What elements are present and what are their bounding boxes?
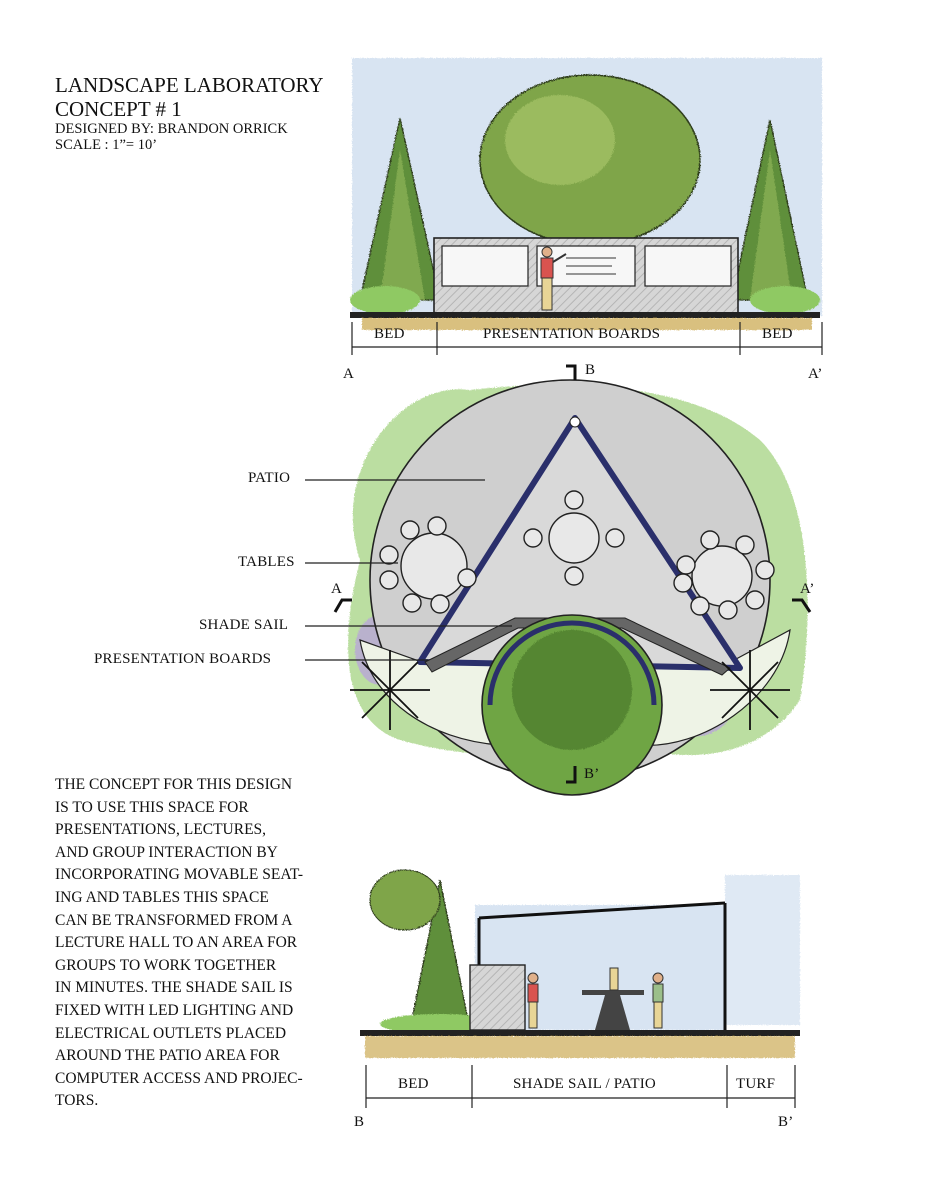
zone-label-bed: BED [398, 1076, 429, 1092]
zone-label-bed-left: BED [374, 326, 405, 342]
section-label-b-bottom: B [354, 1114, 365, 1130]
section-label-b-prime: B’ [584, 766, 600, 782]
elevation-b-drawing [360, 870, 800, 1108]
callout-presentation-boards: PRESENTATION BOARDS [94, 651, 272, 667]
description-line: FIXED WITH LED LIGHTING AND [55, 1001, 294, 1019]
description-line: CAN BE TRANSFORMED FROM A [55, 911, 293, 929]
tree-canopy-icon [512, 630, 632, 750]
shrub-icon [350, 286, 420, 314]
description-line: COMPUTER ACCESS AND PROJEC- [55, 1069, 303, 1087]
description-line: AROUND THE PATIO AREA FOR [55, 1047, 280, 1065]
callout-tables: TABLES [238, 554, 295, 570]
callout-shade-sail: SHADE SAIL [199, 617, 289, 633]
section-b-marker-icon [566, 366, 575, 380]
description-line: TORS. [55, 1092, 99, 1110]
title-line-2: CONCEPT # 1 [55, 96, 182, 121]
drawing-scale: SCALE : 1”= 10’ [55, 137, 158, 154]
concept-description [55, 774, 355, 1113]
soil-wash [365, 1036, 795, 1058]
plan-view-drawing [305, 366, 810, 795]
spiky-plant-right-icon [710, 650, 790, 730]
presentation-boards-elevation [434, 238, 738, 314]
description-line: INCORPORATING MOVABLE SEAT- [55, 866, 304, 884]
plan-section-label-a: A [331, 581, 343, 597]
section-label-a-prime: A’ [808, 366, 823, 382]
section-label-b: B [585, 362, 596, 378]
section-label-b-prime-bottom: B’ [778, 1114, 794, 1130]
description-line: IN MINUTES. THE SHADE SAIL IS [55, 979, 293, 997]
description-line: LECTURE HALL TO AN AREA FOR [55, 934, 298, 952]
zone-label-bed-right: BED [762, 326, 793, 342]
ground-line [360, 1030, 800, 1036]
section-label-a: A [343, 366, 355, 382]
description-line: ELECTRICAL OUTLETS PLACED [55, 1024, 287, 1042]
presentation-board-section [470, 965, 525, 1030]
zone-label-shade-sail-patio: SHADE SAIL / PATIO [513, 1076, 656, 1092]
shrub-icon [750, 286, 820, 314]
description-line: PRESENTATIONS, LECTURES, [55, 821, 267, 839]
designer-credit: DESIGNED BY: BRANDON ORRICK [55, 121, 288, 138]
section-a-marker-icon [335, 600, 352, 612]
elevation-a-drawing [350, 58, 822, 355]
plan-section-label-a-prime: A’ [800, 581, 815, 597]
description-line: IS TO USE THIS SPACE FOR [55, 798, 249, 816]
callout-patio: PATIO [248, 470, 291, 486]
sky-wash [725, 875, 800, 1025]
description-line: ING AND TABLES THIS SPACE [55, 888, 269, 906]
zone-label-presentation-boards: PRESENTATION BOARDS [483, 326, 661, 342]
sail-mast-icon [570, 417, 580, 427]
title-line-1: LANDSCAPE LABORATORY [55, 73, 324, 97]
description-line: GROUPS TO WORK TOGETHER [55, 956, 277, 974]
person-icon [653, 973, 663, 1028]
person-icon [528, 973, 538, 1028]
ground-line [350, 312, 820, 318]
spiky-plant-left-icon [350, 650, 430, 730]
description-line: THE CONCEPT FOR THIS DESIGN [55, 776, 293, 793]
zone-label-turf: TURF [736, 1076, 776, 1092]
tree-elevation-icon [370, 870, 470, 1030]
description-line: AND GROUP INTERACTION BY [55, 843, 278, 861]
